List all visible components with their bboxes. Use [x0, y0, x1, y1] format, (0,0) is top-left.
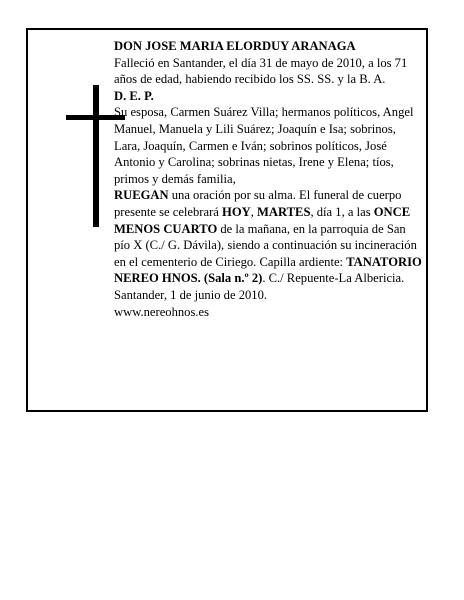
- prayer-text: una oración por su alma. El funeral de cuerpo presente se celebrará: [114, 188, 402, 219]
- address-text: . C./ Repuente-La Albericia.: [262, 271, 405, 286]
- deceased-name: DON JOSE MARIA ELORDUY ARANAGA: [114, 39, 356, 53]
- day-text: , día 1, a las: [310, 204, 374, 219]
- hoy-word: HOY: [222, 204, 251, 219]
- notice-text: [114, 38, 422, 320]
- family-paragraph: [114, 104, 422, 287]
- martes-word: MARTES: [257, 204, 311, 219]
- comma: ,: [250, 204, 258, 219]
- ruegan-word: RUEGAN: [114, 188, 169, 203]
- website: www.nereohnos.es: [114, 304, 210, 319]
- date-line: Santander, 1 de junio de 2010.: [114, 287, 268, 302]
- cross-icon: [93, 85, 99, 227]
- funeral-home: TANATORIO NEREO HNOS. (Sala n.º 2): [114, 254, 422, 286]
- dep-abbreviation: D. E. P.: [114, 88, 154, 103]
- church-text: de la mañana, en la parroquia de San pío X (C./ G. Dávila), siendo a continuación su incineración en el cementerio de Ciriego. Capilla ardiente:: [114, 221, 417, 269]
- funeral-hour: ONCE MENOS CUARTO: [114, 204, 411, 236]
- death-info: Falleció en Santander, el día 31 de mayo de 2010, a los 71 años de edad, habiendo recibido los SS. SS. y la B. A.: [114, 55, 408, 87]
- family-text: Su esposa, Carmen Suárez Villa; hermanos políticos, Angel Manuel, Manuela y Lili Suárez; Joaquín e Isa; sobrinos, Lara, Joaquín, Carmen e Iván; sobrinos políticos, José Antonio y Carolina; sobrinas nietas, Irene y Elena; tíos, primos y demás familia,: [114, 105, 414, 186]
